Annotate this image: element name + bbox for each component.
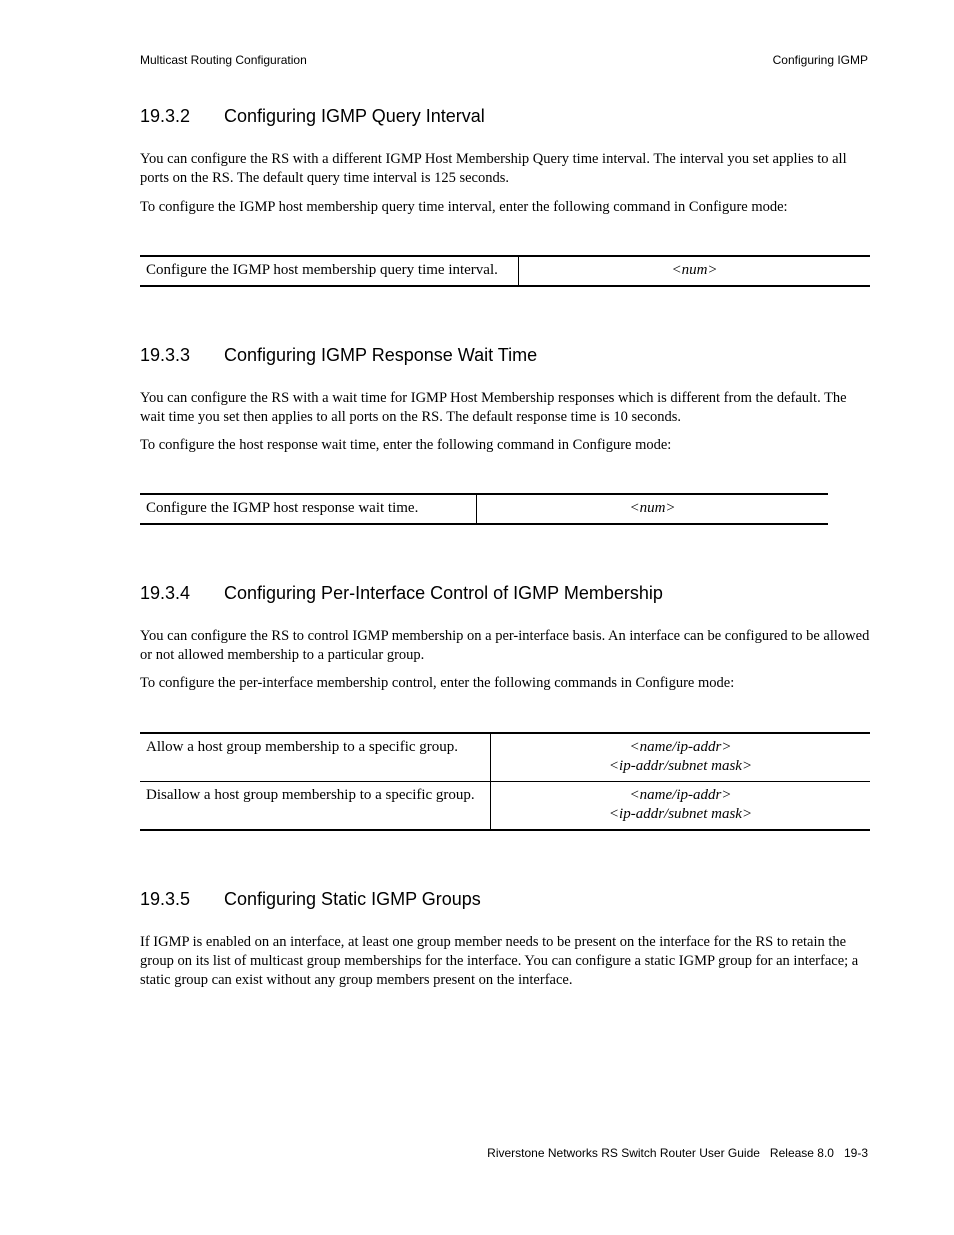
command-table <box>140 493 828 525</box>
command-table <box>140 255 870 287</box>
table-row <box>140 733 870 782</box>
section-number: 19.3.4 <box>140 583 191 603</box>
paragraph: To configure the per-interface membership control, enter the following commands in Configure mode: <box>140 675 735 691</box>
command-argument: <num> <box>671 262 718 278</box>
section-number: 19.3.2 <box>140 106 191 126</box>
command-argument: <num> <box>629 500 676 516</box>
section-number: 19.3.3 <box>140 345 191 365</box>
paragraph: You can configure the RS with a different IGMP Host Membership Query time interval. The interval you set applies to all ports on the RS. The default query time interval is 125 seconds. <box>140 151 847 186</box>
running-footer: Riverstone Networks RS Switch Router User Guide Release 8.0 19-3 <box>487 1146 868 1160</box>
section-heading-19-3-5 <box>140 889 481 910</box>
section-heading-19-3-3 <box>140 345 537 366</box>
running-header-left: Multicast Routing Configuration <box>140 53 307 67</box>
command-description: Configure the IGMP host response wait time. <box>140 494 477 524</box>
section-title: Configuring Static IGMP Groups <box>224 889 481 909</box>
command-argument: <name/ip-addr> <ip-addr/subnet mask> <box>491 782 871 831</box>
table-row <box>140 494 828 524</box>
table-row <box>140 256 870 286</box>
command-description: Disallow a host group membership to a specific group. <box>140 782 491 831</box>
paragraph: You can configure the RS with a wait time for IGMP Host Membership responses which is different from the default. The wait time you set then applies to all ports on the RS. The default response time is 10 seconds. <box>140 390 847 425</box>
command-table <box>140 732 870 831</box>
section-heading-19-3-2 <box>140 106 485 127</box>
command-argument: <name/ip-addr> <ip-addr/subnet mask> <box>608 739 753 774</box>
paragraph: To configure the host response wait time, enter the following command in Configure mode: <box>140 437 672 453</box>
command-description: Configure the IGMP host membership query time interval. <box>140 256 519 286</box>
paragraph: You can configure the RS to control IGMP membership on a per-interface basis. An interface can be configured to be allowed or not allowed membership to a particular group. <box>140 628 870 663</box>
section-title: Configuring IGMP Query Interval <box>224 106 485 126</box>
paragraph: If IGMP is enabled on an interface, at least one group member needs to be present on the interface for the RS to retain the group on its list of multicast group memberships for the interface. You can configure a static IGMP group for an interface; a static group can exist without any group members present on the interface. <box>140 934 859 988</box>
section-title: Configuring IGMP Response Wait Time <box>224 345 538 365</box>
running-header-right: Configuring IGMP <box>772 53 868 67</box>
command-description: Allow a host group membership to a specific group. <box>140 733 491 782</box>
paragraph: To configure the IGMP host membership query time interval, enter the following command in Configure mode: <box>140 199 788 215</box>
table-row <box>140 782 870 831</box>
section-title: Configuring Per-Interface Control of IGMP Membership <box>224 583 663 603</box>
section-number: 19.3.5 <box>140 889 191 909</box>
section-heading-19-3-4 <box>140 583 663 604</box>
